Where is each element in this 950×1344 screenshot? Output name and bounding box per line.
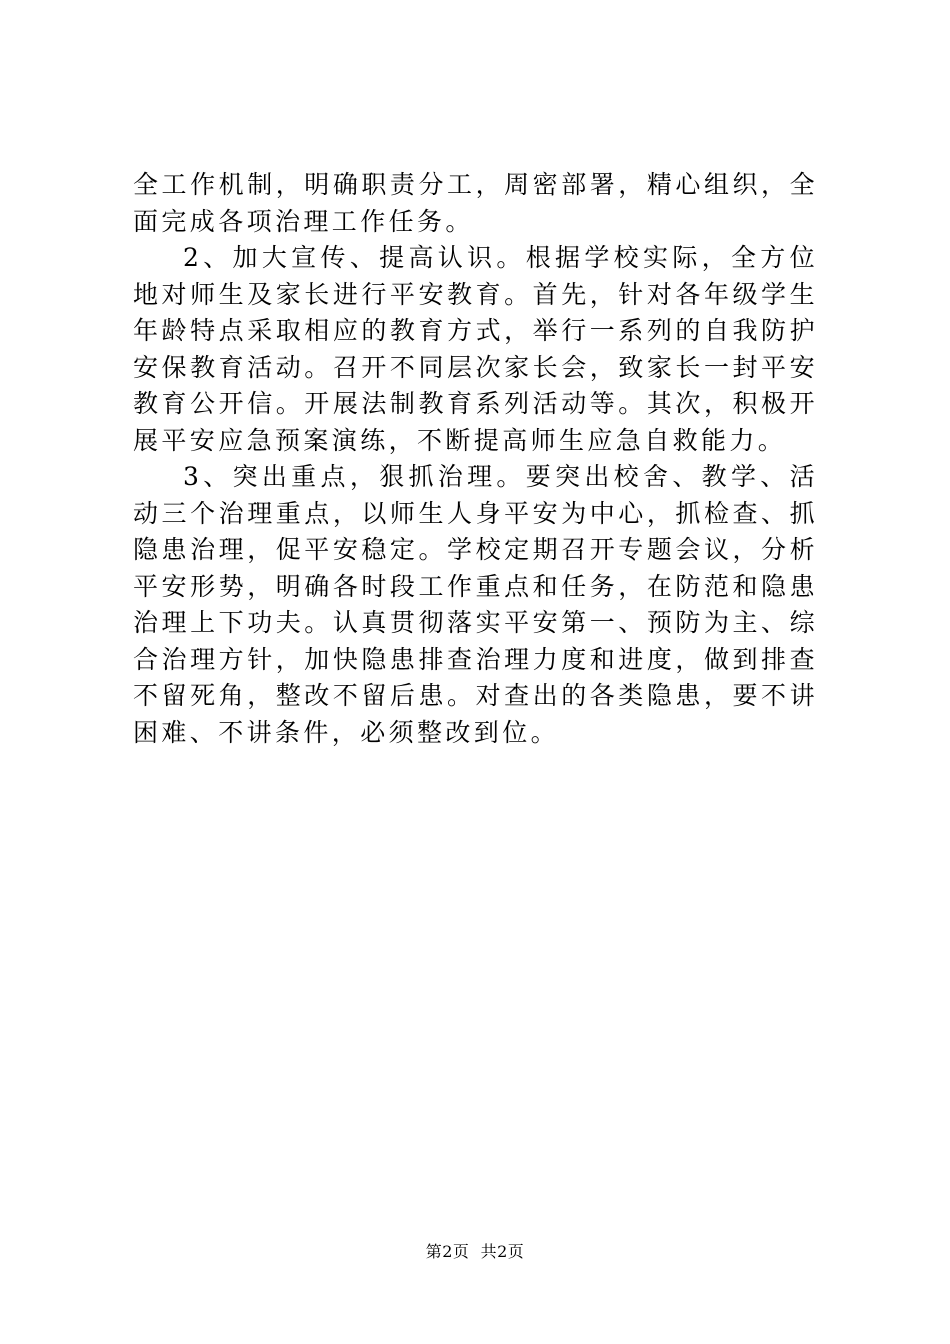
page-number: 第2页 (425, 1242, 470, 1261)
paragraph-publicity: 2、加大宣传、提高认识。根据学校实际，全方位地对师生及家长进行平安教育。首先，针对各年级学生年龄特点采取相应的教育方式，举行一系列的自我防护安保教育活动。召开不同层次家长会，致家长一封平安教育公开信。开展法制教育系列活动等。其次，积极开展平安应急预案演练，不断提高师生应急自救能力。 (133, 243, 818, 455)
paragraph-key-governance: 3、突出重点，狠抓治理。要突出校舍、教学、活动三个治理重点，以师生人身平安为中心，抓检查、抓隐患治理，促平安稳定。学校定期召开专题会议，分析平安形势，明确各时段工作重点和任务，在防范和隐患治理上下功夫。认真贯彻落实平安第一、预防为主、综合治理方针，加快隐患排查治理力度和进度，做到排查不留死角，整改不留后患。对查出的各类隐患，要不讲困难、不讲条件，必须整改到位。 (133, 462, 818, 747)
paragraph-continuation: 全工作机制，明确职责分工，周密部署，精心组织，全面完成各项治理工作任务。 (133, 170, 818, 236)
page-footer (0, 1241, 950, 1263)
footer-separator (469, 1242, 480, 1261)
document-body (133, 167, 818, 751)
total-pages: 共2页 (480, 1242, 525, 1261)
